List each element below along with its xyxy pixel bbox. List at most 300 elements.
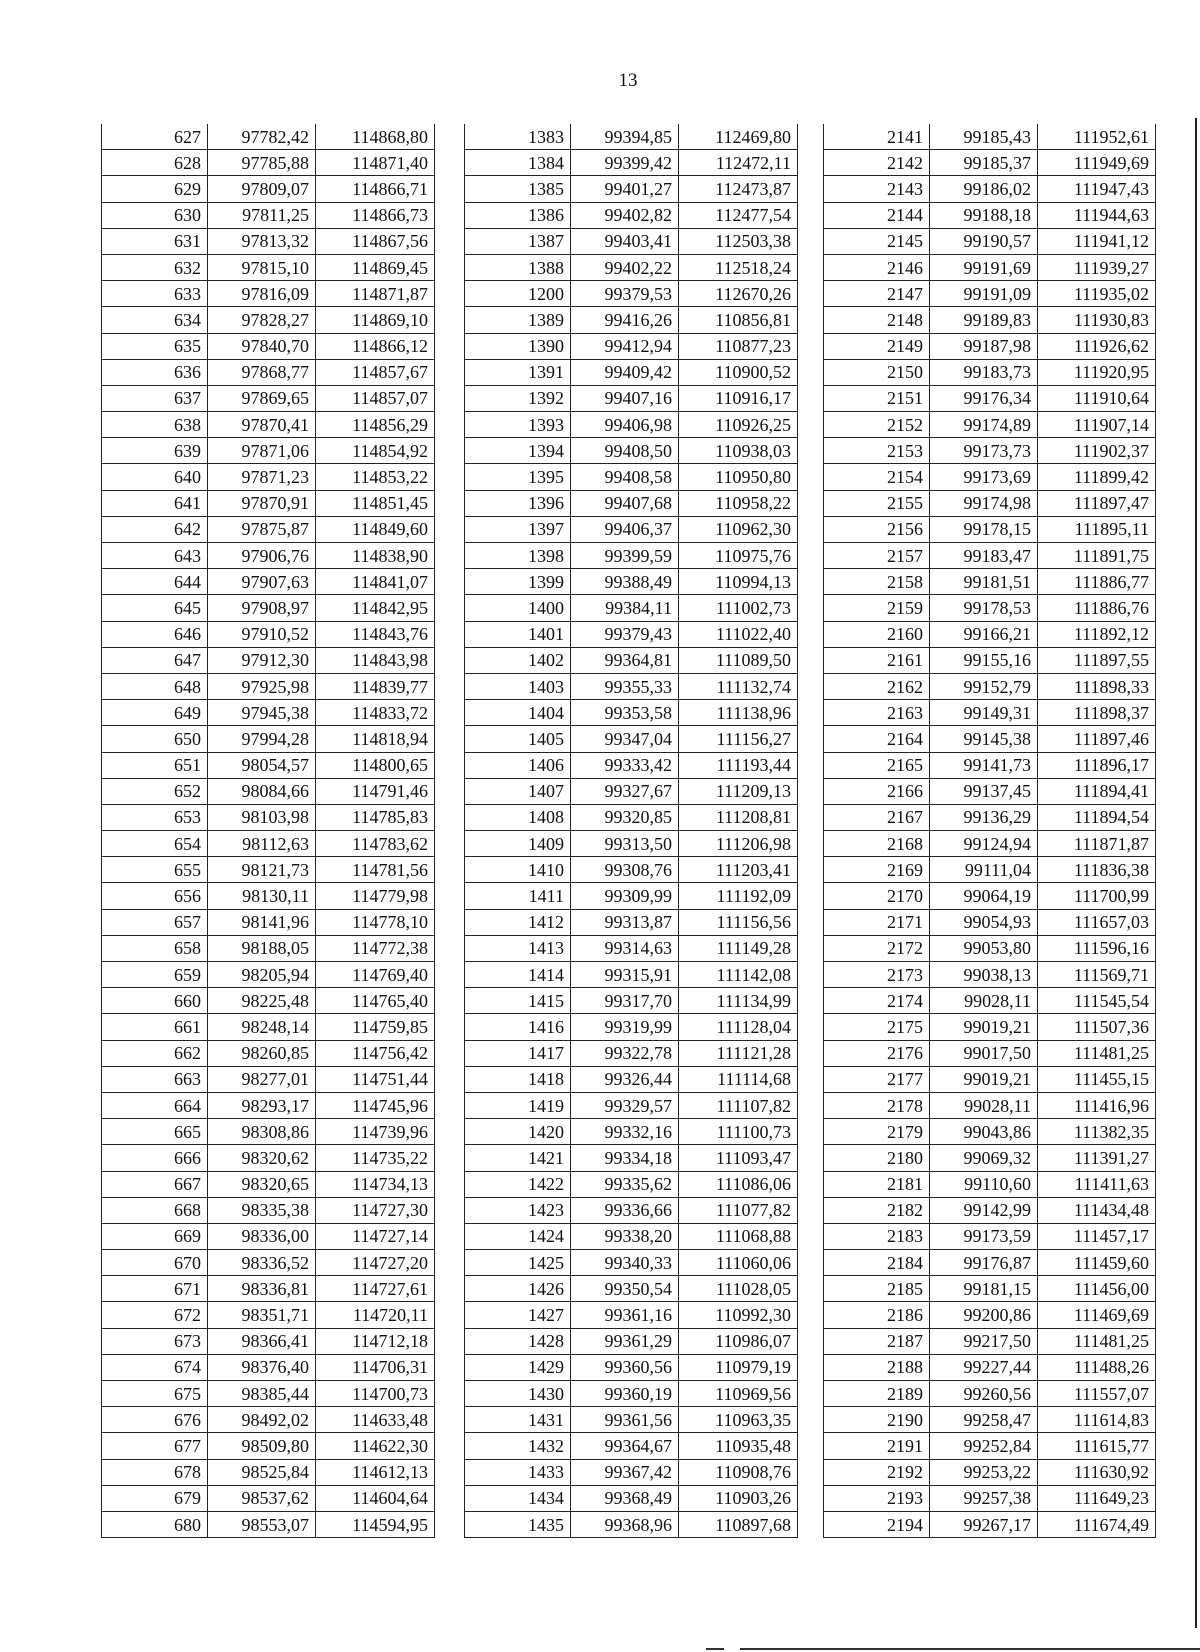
- table-row: [465, 385, 798, 411]
- table-row: [824, 1250, 1156, 1276]
- point-number-cell: 676: [102, 1407, 208, 1433]
- point-number-cell: 648: [102, 673, 208, 699]
- x-coordinate-cell: 99368,49: [571, 1485, 679, 1511]
- table-row: [102, 1302, 435, 1328]
- table-row: [824, 1171, 1156, 1197]
- x-coordinate-cell: 99317,70: [571, 988, 679, 1014]
- table-row: [102, 464, 435, 490]
- point-number-cell: 1425: [465, 1250, 571, 1276]
- x-coordinate-cell: 99185,43: [930, 124, 1038, 150]
- x-coordinate-cell: 99353,58: [571, 700, 679, 726]
- y-coordinate-cell: 114781,56: [316, 857, 435, 883]
- point-number-cell: 627: [102, 124, 208, 150]
- y-coordinate-cell: 114785,83: [316, 804, 435, 830]
- y-coordinate-cell: 114727,14: [316, 1223, 435, 1249]
- table-row: [465, 1040, 798, 1066]
- table-row: [824, 1119, 1156, 1145]
- table-row: [102, 673, 435, 699]
- point-number-cell: 667: [102, 1171, 208, 1197]
- point-number-cell: 1386: [465, 202, 571, 228]
- point-number-cell: 2148: [824, 307, 930, 333]
- point-number-cell: 2149: [824, 333, 930, 359]
- table-row: [465, 1328, 798, 1354]
- x-coordinate-cell: 99258,47: [930, 1407, 1038, 1433]
- y-coordinate-cell: 110935,48: [679, 1433, 798, 1459]
- point-number-cell: 653: [102, 804, 208, 830]
- table-row: [465, 1302, 798, 1328]
- x-coordinate-cell: 99406,37: [571, 516, 679, 542]
- table-row: [824, 673, 1156, 699]
- table-row: [465, 1223, 798, 1249]
- point-number-cell: 2185: [824, 1276, 930, 1302]
- x-coordinate-cell: 99338,20: [571, 1223, 679, 1249]
- table-row: [102, 281, 435, 307]
- x-coordinate-cell: 99183,47: [930, 543, 1038, 569]
- table-row: [465, 595, 798, 621]
- x-coordinate-cell: 99110,60: [930, 1171, 1038, 1197]
- x-coordinate-cell: 99379,53: [571, 281, 679, 307]
- table-row: [102, 1485, 435, 1511]
- table-row: [824, 935, 1156, 961]
- table-row: [102, 621, 435, 647]
- y-coordinate-cell: 114869,45: [316, 254, 435, 280]
- x-coordinate-cell: 99185,37: [930, 150, 1038, 176]
- table-row: [824, 1066, 1156, 1092]
- table-row: [102, 988, 435, 1014]
- y-coordinate-cell: 111455,15: [1038, 1066, 1156, 1092]
- y-coordinate-cell: 114800,65: [316, 752, 435, 778]
- x-coordinate-cell: 99360,56: [571, 1354, 679, 1380]
- y-coordinate-cell: 114843,98: [316, 647, 435, 673]
- y-coordinate-cell: 111068,88: [679, 1223, 798, 1249]
- x-coordinate-cell: 99399,42: [571, 150, 679, 176]
- x-coordinate-cell: 99191,69: [930, 254, 1038, 280]
- table-row: [465, 412, 798, 438]
- y-coordinate-cell: 114871,87: [316, 281, 435, 307]
- y-coordinate-cell: 110926,25: [679, 412, 798, 438]
- y-coordinate-cell: 114857,67: [316, 359, 435, 385]
- point-number-cell: 1398: [465, 543, 571, 569]
- table-row: [824, 1328, 1156, 1354]
- y-coordinate-cell: 114851,45: [316, 490, 435, 516]
- table-row: [824, 228, 1156, 254]
- x-coordinate-cell: 99407,16: [571, 385, 679, 411]
- point-number-cell: 677: [102, 1433, 208, 1459]
- x-coordinate-cell: 99183,73: [930, 359, 1038, 385]
- x-coordinate-cell: 99340,33: [571, 1250, 679, 1276]
- x-coordinate-cell: 97815,10: [208, 254, 316, 280]
- y-coordinate-cell: 114857,07: [316, 385, 435, 411]
- x-coordinate-cell: 97945,38: [208, 700, 316, 726]
- table-row: [465, 726, 798, 752]
- point-number-cell: 668: [102, 1197, 208, 1223]
- y-coordinate-cell: 111416,96: [1038, 1092, 1156, 1118]
- x-coordinate-cell: 98492,02: [208, 1407, 316, 1433]
- point-number-cell: 2188: [824, 1354, 930, 1380]
- y-coordinate-cell: 110950,80: [679, 464, 798, 490]
- table-row: [824, 281, 1156, 307]
- x-coordinate-cell: 99186,02: [930, 176, 1038, 202]
- table-row: [465, 962, 798, 988]
- y-coordinate-cell: 114594,95: [316, 1511, 435, 1537]
- table-row: [465, 124, 798, 150]
- y-coordinate-cell: 111615,77: [1038, 1433, 1156, 1459]
- x-coordinate-cell: 98054,57: [208, 752, 316, 778]
- y-coordinate-cell: 111657,03: [1038, 909, 1156, 935]
- point-number-cell: 1388: [465, 254, 571, 280]
- x-coordinate-cell: 99019,21: [930, 1014, 1038, 1040]
- y-coordinate-cell: 111203,41: [679, 857, 798, 883]
- table-row: [465, 1066, 798, 1092]
- y-coordinate-cell: 111898,37: [1038, 700, 1156, 726]
- point-number-cell: 1432: [465, 1433, 571, 1459]
- table-row: [465, 543, 798, 569]
- x-coordinate-cell: 97907,63: [208, 569, 316, 595]
- point-number-cell: 1402: [465, 647, 571, 673]
- x-coordinate-cell: 99416,26: [571, 307, 679, 333]
- point-number-cell: 1424: [465, 1223, 571, 1249]
- table-row: [102, 333, 435, 359]
- point-number-cell: 2186: [824, 1302, 930, 1328]
- point-number-cell: 2180: [824, 1145, 930, 1171]
- x-coordinate-cell: 97869,65: [208, 385, 316, 411]
- y-coordinate-cell: 111944,63: [1038, 202, 1156, 228]
- x-coordinate-cell: 98130,11: [208, 883, 316, 909]
- point-number-cell: 655: [102, 857, 208, 883]
- table-row: [102, 1119, 435, 1145]
- y-coordinate-cell: 111209,13: [679, 778, 798, 804]
- x-coordinate-cell: 98205,94: [208, 962, 316, 988]
- point-number-cell: 645: [102, 595, 208, 621]
- table-row: [102, 1223, 435, 1249]
- y-coordinate-cell: 110969,56: [679, 1381, 798, 1407]
- table-row: [102, 1014, 435, 1040]
- x-coordinate-cell: 99152,79: [930, 673, 1038, 699]
- y-coordinate-cell: 111002,73: [679, 595, 798, 621]
- point-number-cell: 2146: [824, 254, 930, 280]
- x-coordinate-cell: 99384,11: [571, 595, 679, 621]
- point-number-cell: 2151: [824, 385, 930, 411]
- y-coordinate-cell: 114871,40: [316, 150, 435, 176]
- point-number-cell: 2152: [824, 412, 930, 438]
- table-row: [824, 176, 1156, 202]
- point-number-cell: 673: [102, 1328, 208, 1354]
- y-coordinate-cell: 114838,90: [316, 543, 435, 569]
- x-coordinate-cell: 99367,42: [571, 1459, 679, 1485]
- point-number-cell: 1384: [465, 150, 571, 176]
- table-row: [824, 385, 1156, 411]
- x-coordinate-cell: 98351,71: [208, 1302, 316, 1328]
- x-coordinate-cell: 99329,57: [571, 1092, 679, 1118]
- y-coordinate-cell: 111100,73: [679, 1119, 798, 1145]
- table-row: [102, 1092, 435, 1118]
- y-coordinate-cell: 111894,41: [1038, 778, 1156, 804]
- y-coordinate-cell: 111134,99: [679, 988, 798, 1014]
- y-coordinate-cell: 111892,12: [1038, 621, 1156, 647]
- table-row: [824, 1511, 1156, 1537]
- y-coordinate-cell: 111128,04: [679, 1014, 798, 1040]
- x-coordinate-cell: 98509,80: [208, 1433, 316, 1459]
- table-row: [824, 1276, 1156, 1302]
- point-number-cell: 661: [102, 1014, 208, 1040]
- x-coordinate-cell: 99402,22: [571, 254, 679, 280]
- point-number-cell: 1423: [465, 1197, 571, 1223]
- point-number-cell: 1418: [465, 1066, 571, 1092]
- x-coordinate-cell: 98335,38: [208, 1197, 316, 1223]
- point-number-cell: 2145: [824, 228, 930, 254]
- x-coordinate-cell: 99332,16: [571, 1119, 679, 1145]
- table-row: [465, 1145, 798, 1171]
- y-coordinate-cell: 114818,94: [316, 726, 435, 752]
- point-number-cell: 2160: [824, 621, 930, 647]
- point-number-cell: 1431: [465, 1407, 571, 1433]
- table-row: [465, 673, 798, 699]
- x-coordinate-cell: 98225,48: [208, 988, 316, 1014]
- table-row: [824, 333, 1156, 359]
- table-row: [824, 124, 1156, 150]
- point-number-cell: 630: [102, 202, 208, 228]
- point-number-cell: 662: [102, 1040, 208, 1066]
- y-coordinate-cell: 111920,95: [1038, 359, 1156, 385]
- y-coordinate-cell: 110897,68: [679, 1511, 798, 1537]
- table-row: [102, 883, 435, 909]
- x-coordinate-cell: 98277,01: [208, 1066, 316, 1092]
- table-row: [465, 202, 798, 228]
- point-number-cell: 1385: [465, 176, 571, 202]
- table-row: [465, 1250, 798, 1276]
- y-coordinate-cell: 114633,48: [316, 1407, 435, 1433]
- x-coordinate-cell: 99350,54: [571, 1276, 679, 1302]
- point-number-cell: 2144: [824, 202, 930, 228]
- y-coordinate-cell: 111077,82: [679, 1197, 798, 1223]
- x-coordinate-cell: 98537,62: [208, 1485, 316, 1511]
- point-number-cell: 1397: [465, 516, 571, 542]
- table-row: [824, 962, 1156, 988]
- x-coordinate-cell: 98376,40: [208, 1354, 316, 1380]
- x-coordinate-cell: 99309,99: [571, 883, 679, 909]
- table-row: [102, 1354, 435, 1380]
- x-coordinate-cell: 99191,09: [930, 281, 1038, 307]
- x-coordinate-cell: 99189,83: [930, 307, 1038, 333]
- x-coordinate-cell: 99267,17: [930, 1511, 1038, 1537]
- y-coordinate-cell: 114706,31: [316, 1354, 435, 1380]
- y-coordinate-cell: 110877,23: [679, 333, 798, 359]
- x-coordinate-cell: 98293,17: [208, 1092, 316, 1118]
- point-number-cell: 2174: [824, 988, 930, 1014]
- x-coordinate-cell: 99252,84: [930, 1433, 1038, 1459]
- point-number-cell: 663: [102, 1066, 208, 1092]
- point-number-cell: 637: [102, 385, 208, 411]
- point-number-cell: 2171: [824, 909, 930, 935]
- point-number-cell: 2187: [824, 1328, 930, 1354]
- table-row: [465, 1433, 798, 1459]
- footer-rule: [740, 1648, 1200, 1650]
- x-coordinate-cell: 98112,63: [208, 831, 316, 857]
- x-coordinate-cell: 99355,33: [571, 673, 679, 699]
- y-coordinate-cell: 114778,10: [316, 909, 435, 935]
- y-coordinate-cell: 111022,40: [679, 621, 798, 647]
- table-row: [102, 490, 435, 516]
- y-coordinate-cell: 111156,56: [679, 909, 798, 935]
- y-coordinate-cell: 114843,76: [316, 621, 435, 647]
- table-row: [465, 1276, 798, 1302]
- y-coordinate-cell: 111142,08: [679, 962, 798, 988]
- table-row: [824, 516, 1156, 542]
- point-number-cell: 1414: [465, 962, 571, 988]
- table-row: [465, 1459, 798, 1485]
- table-row: [102, 1328, 435, 1354]
- point-number-cell: 1426: [465, 1276, 571, 1302]
- page-edge-rule: [1195, 118, 1197, 1628]
- point-number-cell: 2142: [824, 150, 930, 176]
- x-coordinate-cell: 99176,87: [930, 1250, 1038, 1276]
- y-coordinate-cell: 110975,76: [679, 543, 798, 569]
- point-number-cell: 660: [102, 988, 208, 1014]
- y-coordinate-cell: 114739,96: [316, 1119, 435, 1145]
- point-number-cell: 2165: [824, 752, 930, 778]
- point-number-cell: 2182: [824, 1197, 930, 1223]
- point-number-cell: 674: [102, 1354, 208, 1380]
- point-number-cell: 651: [102, 752, 208, 778]
- y-coordinate-cell: 111630,92: [1038, 1459, 1156, 1485]
- x-coordinate-cell: 99064,19: [930, 883, 1038, 909]
- table-row: [102, 569, 435, 595]
- y-coordinate-cell: 114833,72: [316, 700, 435, 726]
- point-number-cell: 644: [102, 569, 208, 595]
- y-coordinate-cell: 111060,06: [679, 1250, 798, 1276]
- x-coordinate-cell: 99401,27: [571, 176, 679, 202]
- x-coordinate-cell: 99200,86: [930, 1302, 1038, 1328]
- point-number-cell: 631: [102, 228, 208, 254]
- point-number-cell: 1404: [465, 700, 571, 726]
- x-coordinate-cell: 99149,31: [930, 700, 1038, 726]
- x-coordinate-cell: 97809,07: [208, 176, 316, 202]
- point-number-cell: 2164: [824, 726, 930, 752]
- table-row: [824, 1092, 1156, 1118]
- x-coordinate-cell: 99173,59: [930, 1223, 1038, 1249]
- point-number-cell: 1400: [465, 595, 571, 621]
- table-row: [824, 490, 1156, 516]
- point-number-cell: 1412: [465, 909, 571, 935]
- y-coordinate-cell: 111434,48: [1038, 1197, 1156, 1223]
- table-row: [465, 359, 798, 385]
- y-coordinate-cell: 111596,16: [1038, 935, 1156, 961]
- table-row: [102, 124, 435, 150]
- point-number-cell: 1435: [465, 1511, 571, 1537]
- table-row: [824, 778, 1156, 804]
- table-row: [824, 1354, 1156, 1380]
- point-number-cell: 1407: [465, 778, 571, 804]
- y-coordinate-cell: 111132,74: [679, 673, 798, 699]
- point-number-cell: 1390: [465, 333, 571, 359]
- x-coordinate-cell: 99028,11: [930, 988, 1038, 1014]
- point-number-cell: 635: [102, 333, 208, 359]
- table-row: [102, 1459, 435, 1485]
- x-coordinate-cell: 97870,41: [208, 412, 316, 438]
- point-number-cell: 680: [102, 1511, 208, 1537]
- point-number-cell: 2155: [824, 490, 930, 516]
- table-row: [824, 569, 1156, 595]
- point-number-cell: 675: [102, 1381, 208, 1407]
- y-coordinate-cell: 111391,27: [1038, 1145, 1156, 1171]
- y-coordinate-cell: 111897,47: [1038, 490, 1156, 516]
- point-number-cell: 642: [102, 516, 208, 542]
- point-number-cell: 664: [102, 1092, 208, 1118]
- x-coordinate-cell: 99361,56: [571, 1407, 679, 1433]
- point-number-cell: 1387: [465, 228, 571, 254]
- y-coordinate-cell: 111898,33: [1038, 673, 1156, 699]
- y-coordinate-cell: 110958,22: [679, 490, 798, 516]
- point-number-cell: 1391: [465, 359, 571, 385]
- point-number-cell: 650: [102, 726, 208, 752]
- x-coordinate-cell: 99028,11: [930, 1092, 1038, 1118]
- point-number-cell: 2147: [824, 281, 930, 307]
- y-coordinate-cell: 111902,37: [1038, 438, 1156, 464]
- y-coordinate-cell: 110986,07: [679, 1328, 798, 1354]
- table-row: [102, 516, 435, 542]
- x-coordinate-cell: 99406,98: [571, 412, 679, 438]
- y-coordinate-cell: 111114,68: [679, 1066, 798, 1092]
- point-number-cell: 671: [102, 1276, 208, 1302]
- table-row: [102, 1250, 435, 1276]
- table-row: [824, 464, 1156, 490]
- y-coordinate-cell: 111507,36: [1038, 1014, 1156, 1040]
- point-number-cell: 1417: [465, 1040, 571, 1066]
- x-coordinate-cell: 99408,58: [571, 464, 679, 490]
- x-coordinate-cell: 98336,52: [208, 1250, 316, 1276]
- x-coordinate-cell: 99217,50: [930, 1328, 1038, 1354]
- point-number-cell: 1419: [465, 1092, 571, 1118]
- x-coordinate-cell: 98248,14: [208, 1014, 316, 1040]
- point-number-cell: 2170: [824, 883, 930, 909]
- table-row: [102, 1197, 435, 1223]
- x-coordinate-cell: 97875,87: [208, 516, 316, 542]
- y-coordinate-cell: 114604,64: [316, 1485, 435, 1511]
- x-coordinate-cell: 99408,50: [571, 438, 679, 464]
- x-coordinate-cell: 97816,09: [208, 281, 316, 307]
- x-coordinate-cell: 99368,96: [571, 1511, 679, 1537]
- table-row: [824, 909, 1156, 935]
- point-number-cell: 634: [102, 307, 208, 333]
- point-number-cell: 1430: [465, 1381, 571, 1407]
- point-number-cell: 1411: [465, 883, 571, 909]
- table-row: [465, 1511, 798, 1537]
- y-coordinate-cell: 110900,52: [679, 359, 798, 385]
- table-row: [102, 1276, 435, 1302]
- point-number-cell: 1413: [465, 935, 571, 961]
- y-coordinate-cell: 110963,35: [679, 1407, 798, 1433]
- y-coordinate-cell: 114866,71: [316, 176, 435, 202]
- table-row: [465, 1381, 798, 1407]
- table-row: [102, 228, 435, 254]
- y-coordinate-cell: 112670,26: [679, 281, 798, 307]
- y-coordinate-cell: 111208,81: [679, 804, 798, 830]
- table-row: [102, 1381, 435, 1407]
- y-coordinate-cell: 111941,12: [1038, 228, 1156, 254]
- x-coordinate-cell: 97840,70: [208, 333, 316, 359]
- y-coordinate-cell: 114856,29: [316, 412, 435, 438]
- table-row: [102, 857, 435, 883]
- x-coordinate-cell: 97871,06: [208, 438, 316, 464]
- point-number-cell: 2179: [824, 1119, 930, 1145]
- x-coordinate-cell: 99257,38: [930, 1485, 1038, 1511]
- table-row: [102, 1040, 435, 1066]
- x-coordinate-cell: 99178,53: [930, 595, 1038, 621]
- y-coordinate-cell: 114735,22: [316, 1145, 435, 1171]
- y-coordinate-cell: 114759,85: [316, 1014, 435, 1040]
- point-number-cell: 639: [102, 438, 208, 464]
- point-number-cell: 658: [102, 935, 208, 961]
